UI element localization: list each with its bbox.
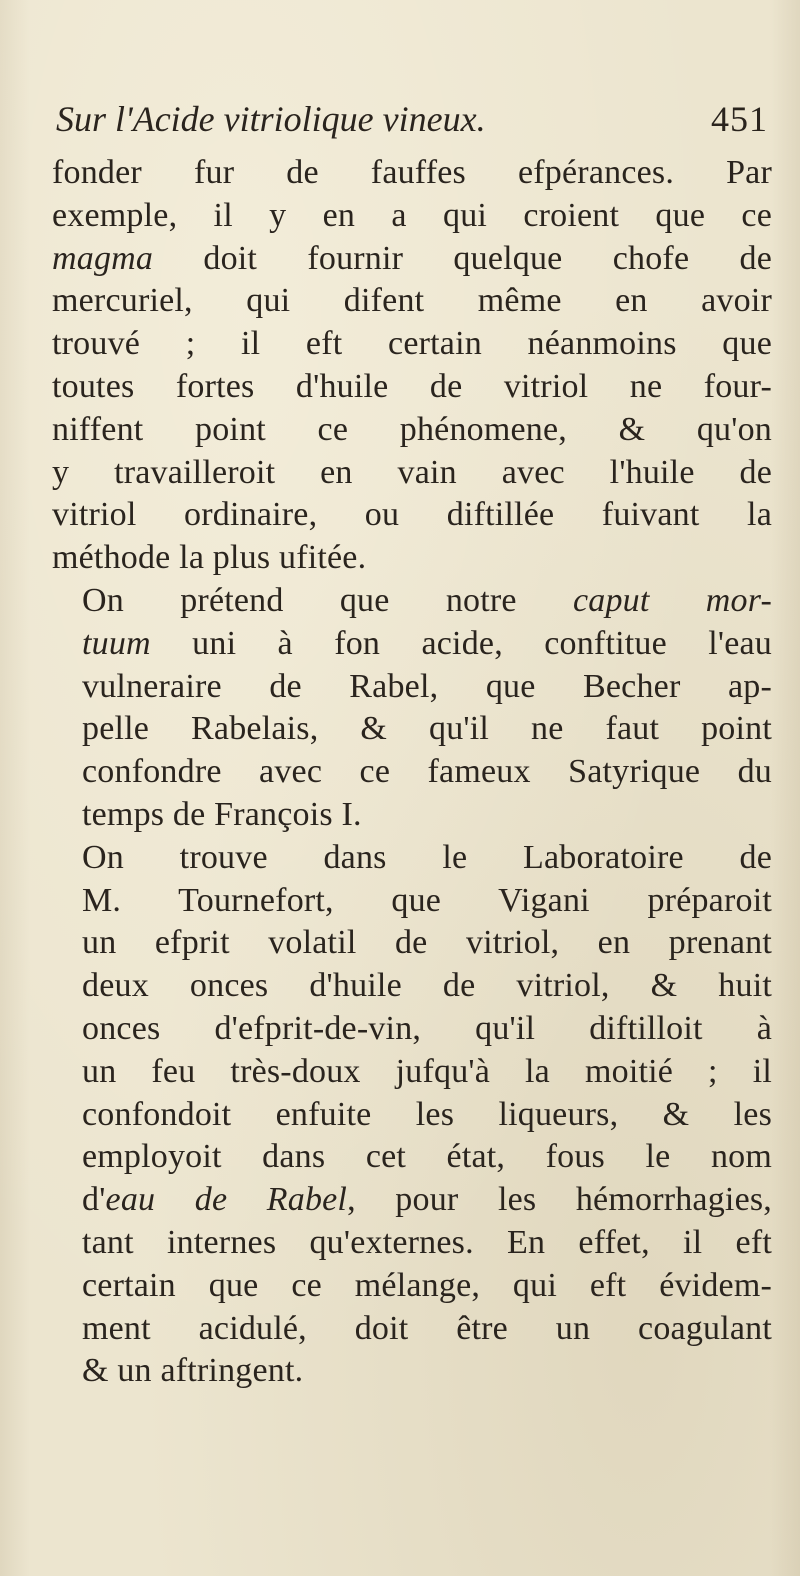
text-line: niffent point ce phénomene, & qu'on [52, 410, 772, 448]
text-line [52, 623, 772, 666]
text-line: vitriol ordinaire, ou diftillée fuivant la [52, 496, 772, 534]
italic-term: magma [52, 239, 154, 277]
text-line: pelle Rabelais, & qu'il ne faut point [82, 710, 772, 748]
text-line: ment acidulé, doit être un coagulant [82, 1309, 772, 1347]
text-line: un feu très-doux jufqu'à la moitié ; il [82, 1052, 772, 1090]
italic-term: tuum [82, 624, 151, 662]
italic-term: caput mor- [572, 581, 772, 619]
text-line: fonder fur de fauffes efpérances. Par [52, 154, 772, 191]
italic-term: eau de Rabel [105, 1181, 348, 1219]
text-run: On prétend que notre [82, 581, 573, 619]
text-line [52, 1179, 772, 1222]
paragraph [52, 837, 772, 1393]
text-line [52, 238, 772, 281]
text-line: confondoit enfuite les liqueurs, & les [82, 1095, 772, 1133]
paragraph [52, 580, 772, 837]
running-head [52, 98, 772, 152]
running-head-title: Sur l'Acide vitriolique vineux. [56, 99, 486, 139]
book-page [52, 98, 772, 1393]
text-run: uni à fon acide, conftitue l'eau [150, 624, 772, 662]
text-run: d' [82, 1181, 106, 1219]
text-line: On trouve dans le Laboratoire de [82, 838, 772, 876]
text-line: vulneraire de Rabel, que Becher ap- [82, 667, 772, 705]
text-line: employoit dans cet état, fous le nom [82, 1138, 772, 1176]
text-line: deux onces d'huile de vitriol, & huit [82, 967, 772, 1005]
page-number: 451 [711, 99, 768, 139]
text-line: toutes fortes d'huile de vitriol ne four- [52, 367, 772, 405]
text-line: mercuriel, qui difent même en avoir [52, 282, 772, 320]
text-line: certain que ce mélange, qui eft évidem- [82, 1266, 772, 1304]
text-line: un efprit volatil de vitriol, en prenant [82, 924, 772, 962]
paragraph [52, 152, 772, 580]
text-line: trouvé ; il eft certain néanmoins que [52, 325, 772, 363]
text-line [52, 580, 772, 623]
text-line: y travailleroit en vain avec l'huile de [52, 453, 772, 491]
text-line: confondre avec ce fameux Satyrique du [82, 753, 772, 791]
text-line: M. Tournefort, que Vigani préparoit [82, 881, 772, 919]
text-run: , pour les hémorrhagies, [347, 1181, 772, 1219]
text-line: tant internes qu'externes. En effet, il eft [82, 1223, 772, 1261]
text-line: onces d'efprit-de-vin, qu'il diftilloit à [82, 1009, 772, 1047]
text-run: doit fournir quelque chofe de [153, 239, 772, 277]
text-line: temps de François I. [82, 795, 362, 833]
text-line: méthode la plus ufitée. [52, 539, 367, 577]
text-line: & un aftringent. [82, 1352, 304, 1390]
body-text [52, 152, 772, 1393]
text-line: exemple, il y en a qui croient que ce [52, 196, 772, 234]
